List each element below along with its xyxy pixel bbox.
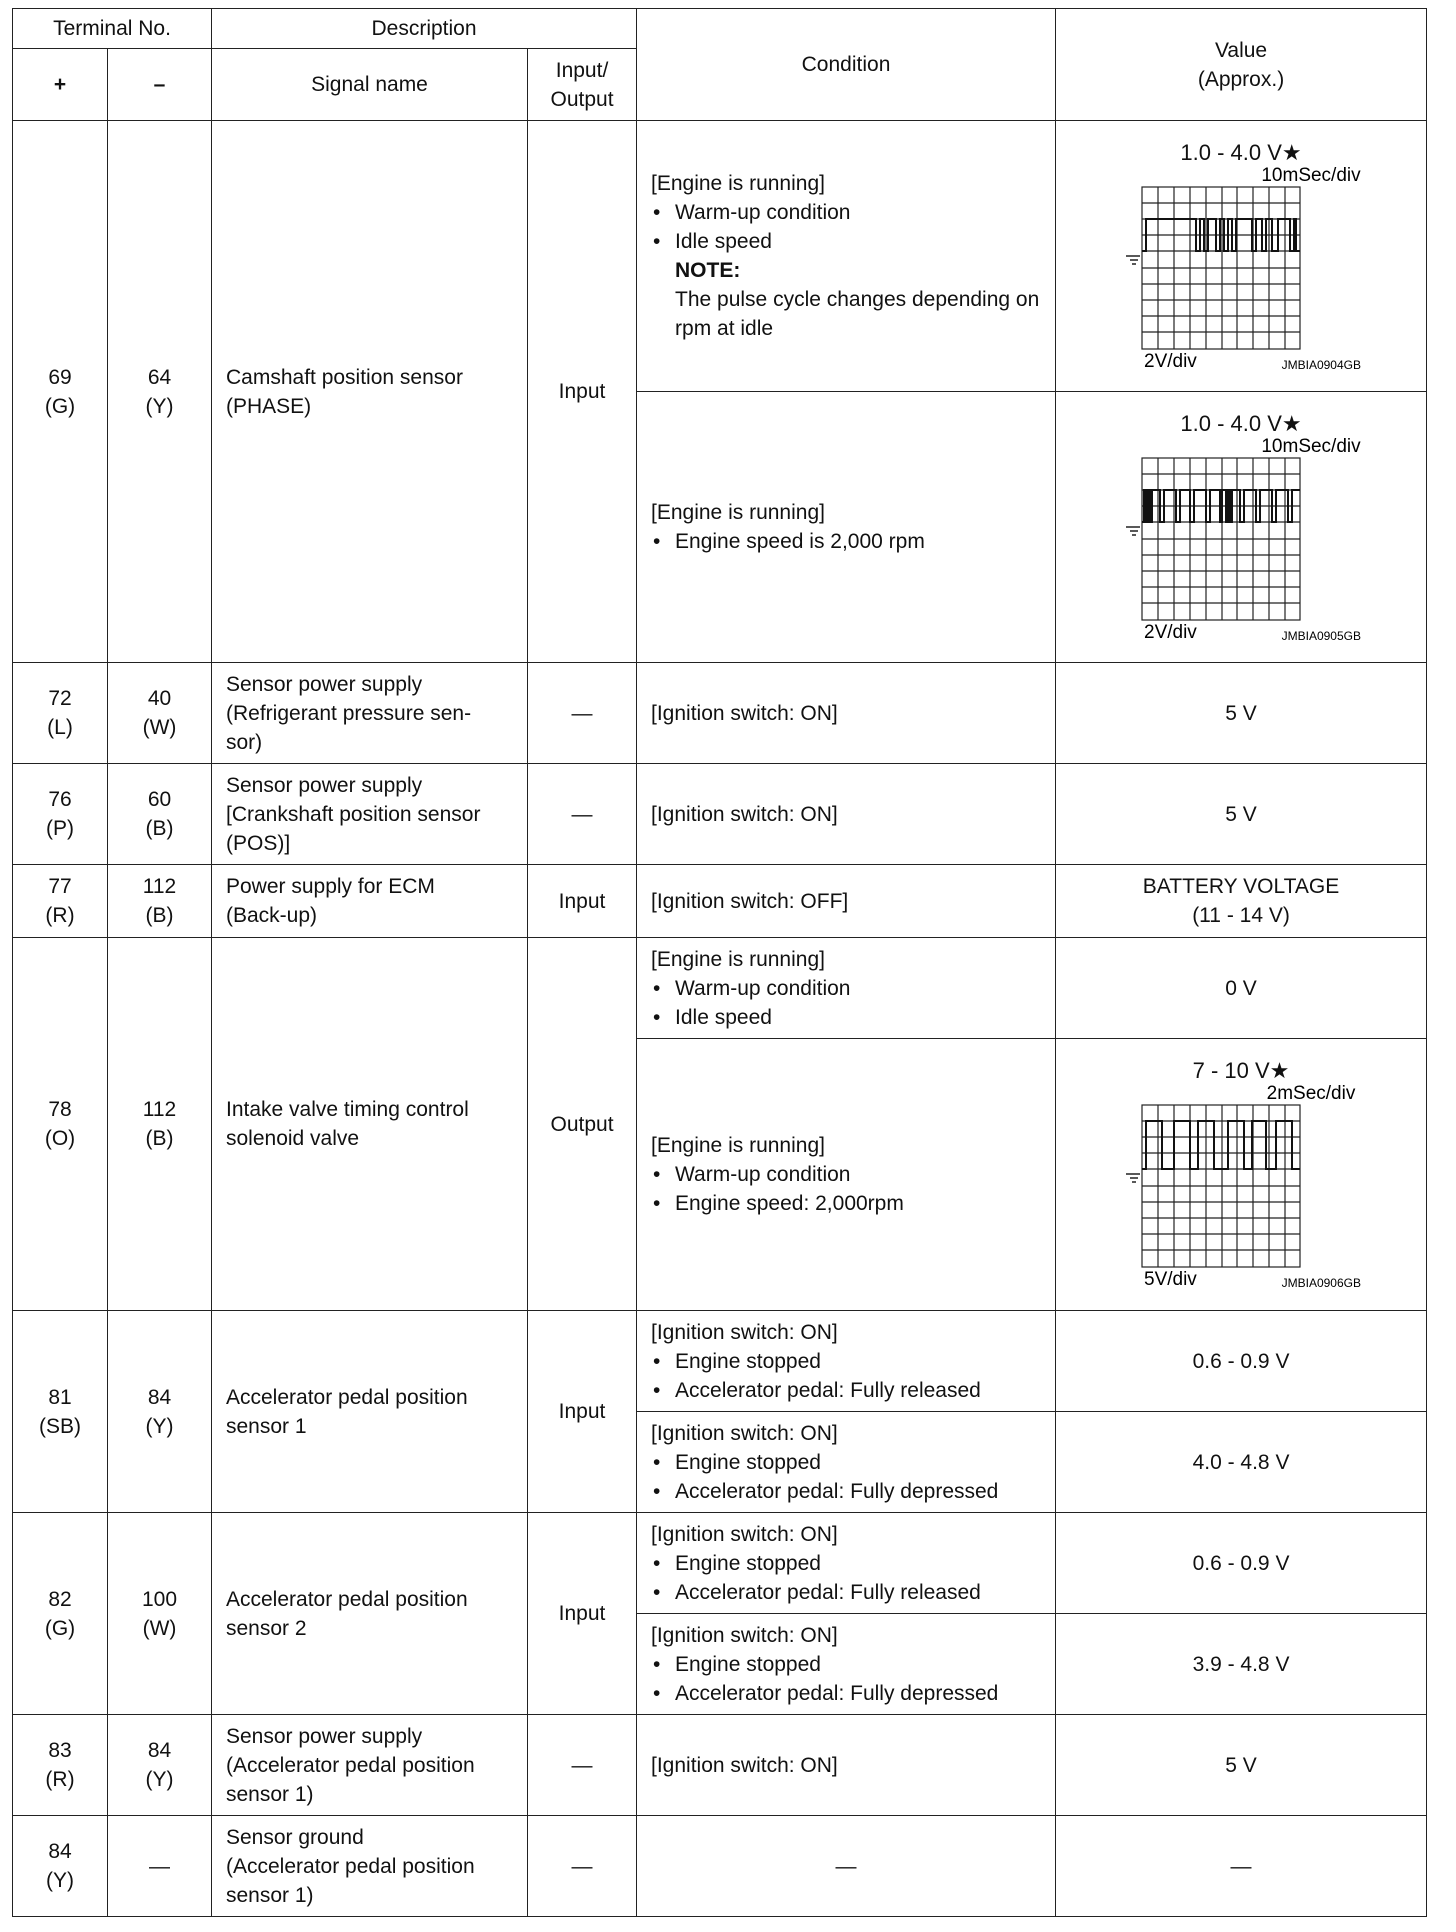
ground-icon	[1126, 527, 1140, 535]
condition-cell	[637, 392, 1056, 663]
condition-cell: [Ignition switch: ON]	[637, 1715, 1056, 1816]
table-row	[13, 764, 1427, 865]
table-row	[13, 1311, 1427, 1412]
condition-bullet: • Accelerator pedal: Fully depressed	[651, 1477, 1041, 1506]
figure-code: JMBIA0906GB	[1281, 1276, 1362, 1290]
condition-bullet: • Idle speed	[651, 1003, 1041, 1032]
volt-division: 2V/div	[1144, 621, 1197, 643]
terminal-minus: 84 (Y)	[108, 1311, 212, 1513]
condition-bullet: • Accelerator pedal: Fully depressed	[651, 1679, 1041, 1708]
ground-icon	[1126, 1174, 1140, 1182]
condition-bullet: • Engine speed: 2,000rpm	[651, 1189, 1041, 1218]
terminal-plus: 83 (R)	[13, 1715, 108, 1816]
condition-bullet: • Engine stopped	[651, 1347, 1041, 1376]
input-output: Output	[528, 938, 637, 1311]
value-cell: 0 V	[1056, 938, 1427, 1039]
waveform-amplitude: 1.0 - 4.0 V★	[1180, 410, 1302, 436]
condition-line: [Engine is running]	[651, 172, 825, 195]
input-output: Input	[528, 1513, 637, 1715]
terminal-minus: 100 (W)	[108, 1513, 212, 1715]
terminal-table-sheet	[12, 8, 1427, 1917]
terminal-minus: 112 (B)	[108, 865, 212, 938]
condition-cell	[637, 1412, 1056, 1513]
terminal-plus: 76 (P)	[13, 764, 108, 865]
condition-line: [Engine is running]	[651, 947, 825, 971]
condition-bullet: • Engine stopped	[651, 1448, 1041, 1477]
condition-bullet: • Warm-up condition	[651, 974, 1041, 1003]
value-cell: 3.9 - 4.8 V	[1056, 1614, 1427, 1715]
input-output: Input	[528, 865, 637, 938]
condition-cell: —	[637, 1816, 1056, 1917]
condition-cell: [Ignition switch: ON]	[637, 764, 1056, 865]
table-row	[13, 663, 1427, 764]
figure-code: JMBIA0905GB	[1281, 628, 1362, 643]
signal-name: Accelerator pedal position sensor 1	[212, 1311, 528, 1513]
note-text: The pulse cycle changes depending on rpm at idle	[675, 288, 1040, 340]
signal-name: Sensor ground (Accelerator pedal position sensor 1)	[212, 1816, 528, 1917]
terminal-minus: 84 (Y)	[108, 1715, 212, 1816]
condition-bullet: • Engine stopped	[651, 1549, 1041, 1578]
signal-name: Sensor power supply (Accelerator pedal position sensor 1)	[212, 1715, 528, 1816]
scope-grid	[1142, 187, 1300, 349]
condition-cell	[637, 1039, 1056, 1311]
input-output: —	[528, 1816, 637, 1917]
volt-division: 5V/div	[1144, 1269, 1197, 1290]
header-condition: Condition	[637, 9, 1056, 121]
condition-cell	[637, 121, 1056, 392]
oscilloscope-waveform-1	[1116, 167, 1366, 377]
input-output: —	[528, 1715, 637, 1816]
scope-grid	[1142, 458, 1300, 620]
header-terminal-no: Terminal No.	[13, 9, 212, 49]
input-output: Input	[528, 121, 637, 663]
waveform-amplitude: 7 - 10 V★	[1192, 1058, 1290, 1083]
condition-cell	[637, 1513, 1056, 1614]
header-input-output: Input/ Output	[528, 49, 637, 121]
terminal-minus: 60 (B)	[108, 764, 212, 865]
terminal-plus: 69 (G)	[13, 121, 108, 663]
terminal-minus: 64 (Y)	[108, 121, 212, 663]
ecm-terminal-table	[12, 8, 1427, 1917]
value-cell: 5 V	[1056, 1715, 1427, 1816]
signal-name: Sensor power supply [Crankshaft position sensor (POS)]	[212, 764, 528, 865]
condition-bullet: • Warm-up condition	[651, 1160, 1041, 1189]
condition-line: [Engine is running]	[651, 1134, 825, 1157]
header-description: Description	[212, 9, 637, 49]
condition-bullet: • Idle speed	[651, 227, 1041, 256]
table-row	[13, 938, 1427, 1039]
input-output: —	[528, 663, 637, 764]
condition-cell: [Ignition switch: ON]	[637, 663, 1056, 764]
ground-icon	[1126, 256, 1140, 264]
time-division: 10mSec/div	[1261, 437, 1361, 457]
condition-line: [Ignition switch: ON]	[651, 1522, 838, 1546]
table-row	[13, 865, 1427, 938]
oscilloscope-waveform-3	[1116, 1085, 1366, 1295]
waveform-amplitude: 1.0 - 4.0 V★	[1180, 139, 1302, 165]
signal-name: Accelerator pedal position sensor 2	[212, 1513, 528, 1715]
condition-bullet: • Engine speed is 2,000 rpm	[651, 527, 1041, 556]
condition-bullet: • Warm-up condition	[651, 198, 1041, 227]
terminal-plus: 84 (Y)	[13, 1816, 108, 1917]
condition-bullet: • Accelerator pedal: Fully released	[651, 1376, 1041, 1405]
figure-code: JMBIA0904GB	[1281, 357, 1362, 372]
value-cell: BATTERY VOLTAGE (11 - 14 V)	[1056, 865, 1427, 938]
value-cell: —	[1056, 1816, 1427, 1917]
value-cell: 4.0 - 4.8 V	[1056, 1412, 1427, 1513]
waveform-cell	[1056, 121, 1427, 392]
signal-name: Sensor power supply (Refrigerant pressure sen- sor)	[212, 663, 528, 764]
table-row	[13, 1715, 1427, 1816]
condition-line: [Ignition switch: ON]	[651, 1320, 838, 1344]
condition-cell: [Ignition switch: OFF]	[637, 865, 1056, 938]
note-label: NOTE:	[675, 259, 741, 282]
value-cell: 5 V	[1056, 663, 1427, 764]
header-plus: +	[13, 49, 108, 121]
volt-division: 2V/div	[1144, 350, 1197, 372]
value-cell: 0.6 - 0.9 V	[1056, 1311, 1427, 1412]
waveform-cell	[1056, 1039, 1427, 1311]
time-division: 2mSec/div	[1266, 1085, 1356, 1104]
header-minus: –	[108, 49, 212, 121]
terminal-plus: 81 (SB)	[13, 1311, 108, 1513]
input-output: —	[528, 764, 637, 865]
signal-trace	[1142, 1121, 1300, 1169]
condition-bullet: • Engine stopped	[651, 1650, 1041, 1679]
terminal-minus: —	[108, 1816, 212, 1917]
condition-line: [Engine is running]	[651, 501, 825, 524]
input-output: Input	[528, 1311, 637, 1513]
signal-name: Power supply for ECM (Back-up)	[212, 865, 528, 938]
condition-line: [Ignition switch: ON]	[651, 1421, 838, 1445]
terminal-plus: 77 (R)	[13, 865, 108, 938]
condition-line: [Ignition switch: ON]	[651, 1623, 838, 1647]
time-division: 10mSec/div	[1261, 166, 1361, 186]
terminal-minus: 40 (W)	[108, 663, 212, 764]
table-row	[13, 121, 1427, 392]
value-cell: 0.6 - 0.9 V	[1056, 1513, 1427, 1614]
table-row	[13, 1816, 1427, 1917]
terminal-plus: 78 (O)	[13, 938, 108, 1311]
terminal-plus: 82 (G)	[13, 1513, 108, 1715]
condition-cell	[637, 938, 1056, 1039]
condition-cell	[637, 1311, 1056, 1412]
signal-name: Camshaft position sensor (PHASE)	[212, 121, 528, 663]
value-cell: 5 V	[1056, 764, 1427, 865]
waveform-cell	[1056, 392, 1427, 663]
oscilloscope-waveform-2	[1116, 438, 1366, 648]
signal-name: Intake valve timing control solenoid valve	[212, 938, 528, 1311]
header-signal-name: Signal name	[212, 49, 528, 121]
terminal-minus: 112 (B)	[108, 938, 212, 1311]
condition-bullet: • Accelerator pedal: Fully released	[651, 1578, 1041, 1607]
condition-cell	[637, 1614, 1056, 1715]
table-row	[13, 1513, 1427, 1614]
terminal-plus: 72 (L)	[13, 663, 108, 764]
header-value: Value (Approx.)	[1056, 9, 1427, 121]
